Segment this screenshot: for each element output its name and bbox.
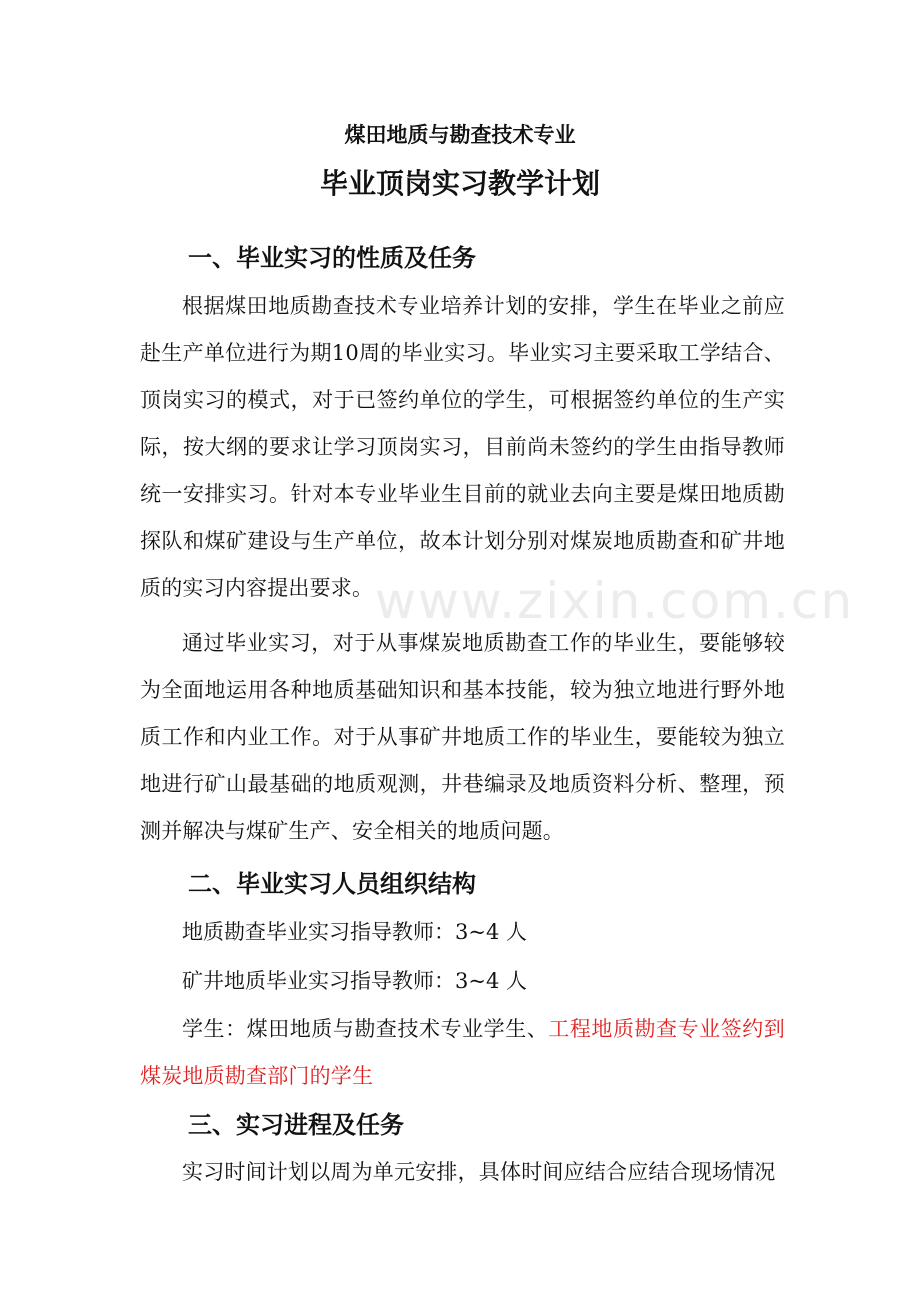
students-prefix: 学生：煤田地质与勘查技术专业学生、 xyxy=(182,1017,549,1041)
document-subtitle: 煤田地质与勘查技术专业 xyxy=(344,123,576,147)
guide-teacher-geology-line: 地质勘查毕业实习指导教师：3~4 人 xyxy=(182,920,527,944)
students-paragraph xyxy=(140,1006,785,1100)
section-2-heading: 二、毕业实习人员组织结构 xyxy=(188,870,476,898)
section-3-heading: 三、实习进程及任务 xyxy=(188,1111,404,1139)
watermark: www.zixin.com.cn xyxy=(375,572,855,630)
section-1-paragraph-1: 根据煤田地质勘查技术专业培养计划的安排，学生在毕业之前应赴生产单位进行为期10周的毕业实习。毕业实习主要采取工学结合、顶岗实习的模式，对于已签约单位的学生，可根据签约单位的生产实际，按大纲的要求让学习顶岗实习，目前尚未签约的学生由指导教师统一安排实习。针对本专业毕业生目前的就业去向主要是煤田地质勘探队和煤矿建设与生产单位，故本计划分别对煤炭地质勘查和矿井地质的实习内容提出要求。 xyxy=(140,294,785,600)
document-title: 毕业顶岗实习教学计划 xyxy=(319,167,600,200)
section-1-paragraph-2: 通过毕业实习，对于从事煤炭地质勘查工作的毕业生，要能够较为全面地运用各种地质基础知识和基本技能，较为独立地进行野外地质工作和内业工作。对于从事矿井地质工作的毕业生，要能较为独立地进行矿山最基础的地质观测，井巷编录及地质资料分析、整理，预测并解决与煤矿生产、安全相关的地质问题。 xyxy=(140,631,785,843)
students-highlight: 工程地质勘查专业签约到煤炭地质勘查部门的学生 xyxy=(140,1017,785,1088)
guide-teacher-mine-line: 矿井地质毕业实习指导教师：3~4 人 xyxy=(182,969,527,993)
section-3-paragraph-1: 实习时间计划以周为单元安排，具体时间应结合应结合现场情况 xyxy=(182,1160,776,1184)
section-1-heading: 一、毕业实习的性质及任务 xyxy=(188,244,476,272)
